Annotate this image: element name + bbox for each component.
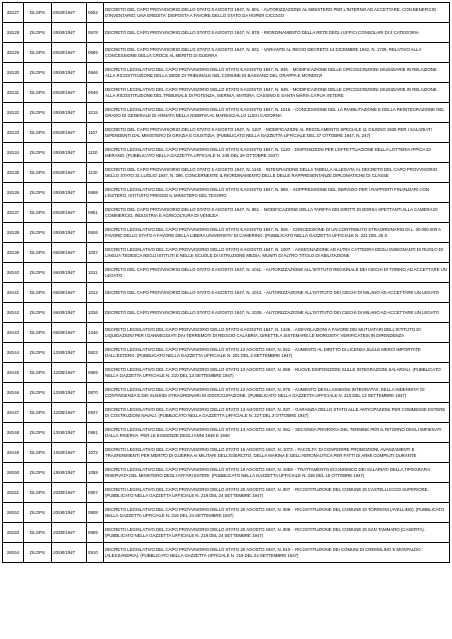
record-number: 0689 xyxy=(87,43,104,63)
record-id: 28143 xyxy=(3,323,24,343)
record-id: 28149 xyxy=(3,443,24,463)
record-date: 05/08/1947 xyxy=(52,223,87,243)
record-date: 13/08/1947 xyxy=(52,423,87,443)
record-id: 28151 xyxy=(3,483,24,503)
table-row xyxy=(3,403,450,423)
record-number: 0652 xyxy=(87,3,104,23)
table-row xyxy=(3,523,450,543)
record-type: DLOPS xyxy=(24,543,52,563)
record-id: 28145 xyxy=(3,363,24,383)
record-description: DECRETO LEGISLATIVO DEL CAPO PROVVISORIO DELLO STATO 5 AGOSTO 1947, N. 1015. - CONCESSIONE DEL LA RIABILITAZIONE E DELLA REINTEGRAZIONE NEL GRADO DI GENERALE DI ARMATA NELLA RISERVA AL MARESCIALLO LUIGI CADORNA xyxy=(104,103,450,123)
record-type: DLOPS xyxy=(24,103,52,123)
record-id: 28134 xyxy=(3,143,24,163)
record-type: DLOPS xyxy=(24,503,52,523)
record-description: DECRETO LEGISLATIVO DEL CAPO PROVVISORIO DELLO STATO 5 AGOSTO 1947, N. 926. - CONCESSIONE DI UN CONTRIBUTO STRAORDINARIO DI L. 20.000.000 A FAVORE DELLO STATO A FAVORE DELLA LIBERA UNIVERSITA' DI CAMERINO. (PUBBLICATO NELLA GAZZETTA UFFICIALE N. 221 DEL 26 S xyxy=(104,223,450,243)
table-row xyxy=(3,423,450,443)
record-date: 12/08/1947 xyxy=(52,403,87,423)
record-type: DLOPS xyxy=(24,423,52,443)
record-type: DLOPS xyxy=(24,223,52,243)
register-table xyxy=(2,2,450,563)
record-id: 28153 xyxy=(3,523,24,543)
record-number: 1026 xyxy=(87,303,104,323)
table-row xyxy=(3,303,450,323)
record-type: DLOPS xyxy=(24,303,52,323)
record-description: DECRETO DEL CAPO PROVVISORIO DELLO STATO 5 AGOSTO 1947, N. 1140. - INTEGRAZIONE DELLA TABELLA ALLEGATA AL DECRETO DEL CAPO PROVVISORIO DELLO STATO 31 LUGLIO 1947, N. 286, CONCERNENTE IL RIORDINAMENTO DELLE DELLE RAPPRESENTANZE DIPLOMATICHE DI CLASSE xyxy=(104,163,450,183)
record-type: DLOPS xyxy=(24,143,52,163)
record-type: DLOPS xyxy=(24,83,52,103)
record-number: 0946 xyxy=(87,63,104,83)
record-number: 1072 xyxy=(87,443,104,463)
record-number: 1120 xyxy=(87,143,104,163)
record-type: DLOPS xyxy=(24,483,52,503)
table-row xyxy=(3,343,450,363)
record-id: 28132 xyxy=(3,103,24,123)
table-row xyxy=(3,83,450,103)
table-row xyxy=(3,443,450,463)
record-type: DLOPS xyxy=(24,23,52,43)
record-date: 12/08/1947 xyxy=(52,363,87,383)
record-description: DECRETO LEGISLATIVO DEL CAPO PROVVISORIO DELLO STATO 12 AGOSTO 1947, N. 869. - NUOVE DISPOSIZIONI SULLE INTEGRAZIONI SALARIALI. (PUBBLICATO NELLA GAZZETTA UFFICIALE N. 210 DEL 13 SETTEMBRE 1947) xyxy=(104,363,450,383)
record-date: 06/08/1947 xyxy=(52,323,87,343)
record-id: 28140 xyxy=(3,263,24,283)
record-description: DECRETO LEGISLATIVO DEL CAPO PROVVISORIO DELLO STATO 12 AGOSTO 1947, N. 870. - AUMENTO DEGLI ASSEGNI INTEGRATIVI, DELLA INDENNITA' DI CONTINGENZA E DEI SUSSIDI STRAORDINARI DI DISOCCUPAZIONE. (PUBBLICATO NELLA GAZZETTA UFFICIALE N. 210 DEL 13 SETTEMBRE 1947) xyxy=(104,383,450,403)
record-number: 0869 xyxy=(87,363,104,383)
record-date: 20/08/1947 xyxy=(52,503,87,523)
record-number: 0937 xyxy=(87,403,104,423)
record-id: 28139 xyxy=(3,243,24,263)
table-row xyxy=(3,103,450,123)
record-type: DLOPS xyxy=(24,443,52,463)
record-description: DECRETO LEGISLATIVO DEL CAPO PROVVISORIO DELLO STATO 20 AGOSTO 1947, N. 907. - RICOSTITUZIONE DEL COMUNE DI CASTELLUCCIO SUPERIORE. (PUBBLICATO NELLA GAZZETTA UFFICIALE N. 219 DEL 24 SETTEMBRE 1947) xyxy=(104,483,450,503)
record-description: DECRETO LEGISLATIVO DEL CAPO PROVVISORIO DELLO STATO 5 AGOSTO 1947, N. 1120. - DISPOSIZIONI PER L'EFFETTUAZIONE DELLA LOTTERIA IPPICA DI MERANO. (PUBBLICATO NELLA GAZZETTA UFFICIALE N. 249 DEL 29 OTTOBRE 1947) xyxy=(104,143,450,163)
record-number: 1011 xyxy=(87,263,104,283)
record-date: 06/08/1947 xyxy=(52,283,87,303)
record-type: DLOPS xyxy=(24,203,52,223)
record-date: 05/08/1947 xyxy=(52,43,87,63)
record-description: DECRETO LEGISLATIVO DEL CAPO PROVVISORIO DELLO STATO 20 AGOSTO 1947, N. 908. - RICOSTITUZIONE DEL COMUNE DI TORRIONI (AVELLINO). (PUBBLICATO NELLA GAZZETTA UFFICIALE N. 219 DEL 24 SETTEMBRE 1947) xyxy=(104,503,450,523)
table-row xyxy=(3,43,450,63)
record-description: DECRETO DEL CAPO PROVVISORIO DELLO STATO 5 AGOSTO 1947, N. 1107. - MODIFICAZIONI AL REGOLAMENTO SPECIALE 11 GIUGNO 1939 PER I SALARIATI DIPENDENTI DAL MINISTERO DI GRAZIA E GIUSTIZIA. (PUBBLICATO NELLA GAZZETTA UFFICIALE DEL 27 OTTOBRE 1947, N. 247) xyxy=(104,123,450,143)
record-type: DLOPS xyxy=(24,283,52,303)
record-date: 06/08/1947 xyxy=(52,303,87,323)
record-date: 06/08/1947 xyxy=(52,243,87,263)
table-row xyxy=(3,323,450,343)
record-number: 1140 xyxy=(87,163,104,183)
record-number: 0948 xyxy=(87,83,104,103)
record-number: 0907 xyxy=(87,483,104,503)
record-date: 20/08/1947 xyxy=(52,543,87,563)
record-id: 28141 xyxy=(3,283,24,303)
record-description: DECRETO LEGISLATIVO DEL CAPO PROVVISORIO DELLO STATO 20 AGOSTO 1947, N. 910. - RICOSTITUZIONE DEI COMUNI DI CREMOLINO E MONTALDO (ALESSANDRIA). (PUBBLICATO NELLA GAZZETTA UFFICIALE N. 219 DEL 24 SETTEMBRE 1947) xyxy=(104,543,450,563)
record-description: DECRETO LEGISLATIVO DEL CAPO PROVVISORIO DELLO STATO 5 AGOSTO 1947, N. 948. - MODIFICAZIONE DELLE CIRCOSCRIZIONI GIUDIZIARIE IN RELAZIONE ALLA RICOSTITUZIONE DEL TRIBUNALE DI POTENZA, ISERNIA, MATERA, CASSINO E SANTA MARIA CAPUA VETERE xyxy=(104,83,450,103)
record-description: DECRETO DEL CAPO PROVVISORIO DELLO STATO 5 AGOSTO 1947, N. 931. - VARIANTE AL REGIO DECRETO 14 DICEMBRE 1942, N. 1729, RELATIVO ALLA CONCESSIONE DELLA CROCE AL MERITO DI GUERRA xyxy=(104,43,450,63)
record-number: 1012 xyxy=(87,283,104,303)
record-id: 28129 xyxy=(3,43,24,63)
record-description: DECRETO LEGISLATIVO DEL CAPO PROVVISORIO DELLO STATO 12 AGOSTO 1947, N. 822. - AUMENTO AL DIRITTO DI LICENZA SULLE MERCI IMPORTATE DALL'ESTERO. (PUBBLICATO NELLA GAZZETTA UFFICIALE N. 201 DEL 3 SETTEMBRE 1947) xyxy=(104,343,450,363)
record-type: DLOPS xyxy=(24,263,52,283)
record-type: DLOPS xyxy=(24,163,52,183)
record-description: DECRETO DEL CAPO PROVVISORIO DELLO STATO 5 AGOSTO 1947, N. 801. - AUTORIZZAZIONE AL MINISTERO PER L'INTERNO AD ACCETTARE, CON BENEFICIO D'INVENTARIO, UNA EREDITA' DISPOSTA A FAVORE DELLO STATO DA HOPER CICCIGO xyxy=(104,3,450,23)
record-type: DLOPS xyxy=(24,343,52,363)
register-body xyxy=(3,3,450,563)
record-id: 28138 xyxy=(3,223,24,243)
record-id: 28135 xyxy=(3,163,24,183)
record-date: 05/08/1947 xyxy=(52,203,87,223)
record-description: DECRETO LEGISLATIVO DEL CAPO PROVVISORIO DELLO STATO 20 AGOSTO 1947, N. 909. - RICOSTITUZIONE DEL COMUNE DI SAN TAMMARO (CASERTA). (PUBBLICATO NELLA GAZZETTA UFFICIALE N. 219 DEL 24 SETTEMBRE 1947) xyxy=(104,523,450,543)
record-number: 1346 xyxy=(87,323,104,343)
record-id: 28142 xyxy=(3,303,24,323)
record-description: DECRETO DEL CAPO PROVVISORIO DELLO STATO 5 AGOSTO 1947, N. 878. - RIORDINAMENTO DELLA RETE DEGLI UFFICI CONSOLARI DI 2 CATEGORIA xyxy=(104,23,450,43)
record-number: 0926 xyxy=(87,223,104,243)
record-number: 1059 xyxy=(87,463,104,483)
record-description: DECRETO LEGISLATIVO DEL CAPO PROVVISORIO DELLO STATO 12 AGOSTO 1947, N. 937. - GARANZIA DELLO STATO ALLE ANTICIPAZIONI PER COMMESSE ESTERE DI COSTRUZIONI NAVALI. (PUBBLICATO NELLA GAZZETTA UFFICIALE N. 227 DEL 3 OTTOBRE 1947) xyxy=(104,403,450,423)
record-id: 28133 xyxy=(3,123,24,143)
table-row xyxy=(3,63,450,83)
record-description: DECRETO LEGISLATIVO DEL CAPO PROVVISORIO DELLO STATO 13 AGOSTO 1947, N. 991. - SECONDA PROROGA DEL TERMINE PER IL RITORNO DEGLI IMPIEGATI DALLA RISERVA. PER LE ESIGENZE DEGLI ANNI 1948 E 1949 xyxy=(104,423,450,443)
record-type: DLOPS xyxy=(24,63,52,83)
record-type: DLOPS xyxy=(24,183,52,203)
table-row xyxy=(3,543,450,563)
record-id: 28137 xyxy=(3,203,24,223)
record-number: 0910 xyxy=(87,543,104,563)
record-id: 28128 xyxy=(3,23,24,43)
record-number: 0870 xyxy=(87,383,104,403)
table-row xyxy=(3,203,450,223)
record-id: 28150 xyxy=(3,463,24,483)
record-number: 0851 xyxy=(87,203,104,223)
table-row xyxy=(3,23,450,43)
record-id: 28154 xyxy=(3,543,24,563)
record-id: 28147 xyxy=(3,403,24,423)
record-number: 0991 xyxy=(87,423,104,443)
record-type: DLOPS xyxy=(24,3,52,23)
record-number: 1015 xyxy=(87,103,104,123)
record-description: DECRETO LEGISLATIVO DEL CAPO PROVVISORIO DELLO STATO 5 AGOSTO 1947, N. 946. - MODIFICAZIONE DELLE CIRCOSCRIZIONI GIUDIZIARIE IN RELAZIONE ALLA RICOSTITUZIONE DELLA SEDE DI TRIBUNALE NEL COMUNE DI BASSANO DEL GRAPPA E MONDOVI xyxy=(104,63,450,83)
record-number: 1107 xyxy=(87,123,104,143)
record-date: 05/08/1947 xyxy=(52,63,87,83)
table-row xyxy=(3,383,450,403)
table-row xyxy=(3,363,450,383)
record-type: DLOPS xyxy=(24,383,52,403)
table-row xyxy=(3,463,450,483)
record-description: DECRETO LEGISLATIVO DEL CAPO PROVVISORIO DELLO STATO 6 AGOSTO 1947, N. 1007. - ASSEGNAZIONE AD ALTRA CATTEDRA DEGLI INSEGNANTI DI RUOLO DI LINGUA TEDESCA NEGLI ISTITUTI E NELLE SCUOLE DI ISTRUZIONE MEDIA, MUNITI DI ALTRO TITOLO DI ABILITAZIONE xyxy=(104,243,450,263)
record-type: DLOPS xyxy=(24,243,52,263)
table-row xyxy=(3,243,450,263)
record-number: 0822 xyxy=(87,343,104,363)
record-date: 12/08/1947 xyxy=(52,383,87,403)
record-number: 1007 xyxy=(87,243,104,263)
table-row xyxy=(3,263,450,283)
record-number: 0678 xyxy=(87,23,104,43)
table-row xyxy=(3,183,450,203)
table-row xyxy=(3,483,450,503)
record-date: 20/08/1947 xyxy=(52,483,87,503)
record-number: 0869 xyxy=(87,183,104,203)
record-number: 0908 xyxy=(87,503,104,523)
record-date: 05/08/1947 xyxy=(52,163,87,183)
record-date: 05/08/1947 xyxy=(52,123,87,143)
record-description: DECRETO LEGISLATIVO DEL CAPO PROVVISORIO DELLO STATO 15 AGOSTO 1947, N. 1072. - FACOLTA' DI CONFERIRE PROMOZIONI, AVANZAMENTI E TRASFERIMENTI PER MERITO DI GUERRA AI MILITARI DELL'ESERCITO, DELLA MARINA E DELL'AERONAUTICA PER FATTI DI ARMI COMPIUTI DURANTE xyxy=(104,443,450,463)
record-type: DLOPS xyxy=(24,523,52,543)
record-date: 05/08/1947 xyxy=(52,183,87,203)
record-id: 28130 xyxy=(3,63,24,83)
record-description: DECRETO DEL CAPO PROVVISORIO DELLO STATO 6 AGOSTO 1947, N. 1026. - AUTORIZZAZIONE ALL'ISTITUTO DEI CIECHI DI MILANO AD ACCETTARE UN LEGATO xyxy=(104,303,450,323)
record-description: DECRETO LEGISLATIVO DEL CAPO PROVVISORIO DELLO STATO 19 AGOSTO 1947, N. 1059. - TRATTAMENTO ECONOMICO DEI SALARIATI DELLA TIPOGRAFIA RISERVATA DEL MINISTERO DEGLI AFFARI ESTERI. (PUBBLICATO NELLA GAZZETTA UFFICIALE N. 238 DEL 16 OTTOBRE 1947) xyxy=(104,463,450,483)
table-row xyxy=(3,223,450,243)
record-id: 28148 xyxy=(3,423,24,443)
record-id: 28127 xyxy=(3,3,24,23)
record-type: DLOPS xyxy=(24,403,52,423)
record-id: 28152 xyxy=(3,503,24,523)
record-date: 06/08/1947 xyxy=(52,263,87,283)
record-type: DLOPS xyxy=(24,43,52,63)
record-type: DLOPS xyxy=(24,363,52,383)
record-date: 05/08/1947 xyxy=(52,143,87,163)
record-description: DECRETO DEL CAPO PROVVISORIO DELLO STATO 6 AGOSTO 1947, N. 1012. - AUTORIZZAZIONE ALL'ISTITUTO DEI CIECHI DI MILANO AD ACCETTARE UN LEGATO xyxy=(104,283,450,303)
record-date: 19/08/1947 xyxy=(52,463,87,483)
record-id: 28144 xyxy=(3,343,24,363)
record-date: 05/08/1947 xyxy=(52,83,87,103)
record-type: DLOPS xyxy=(24,123,52,143)
record-date: 05/08/1947 xyxy=(52,103,87,123)
record-description: DECRETO LEGISLATIVO DEL CAPO PROVVISORIO DELLO STATO 5 AGOSTO 1947, N. 869. - SOPPRESSIONE DEL SERVIZIO PER I RAPPORTI FINANZIARI CON L'ESTERO, ISTITUITO PRESSO IL MINISTERO DEL TESORO xyxy=(104,183,450,203)
record-type: DLOPS xyxy=(24,323,52,343)
table-row xyxy=(3,503,450,523)
table-row xyxy=(3,123,450,143)
record-number: 0909 xyxy=(87,523,104,543)
record-date: 20/08/1947 xyxy=(52,523,87,543)
record-date: 05/08/1947 xyxy=(52,23,87,43)
record-description: DECRETO LEGISLATIVO DEL CAPO PROVVISORIO DELLO STATO 6 AGOSTO 1947, N. 1346. - AGEVOLAZIONI A FAVORE DEI MUTUATARI DELL'ISTITUTO DI LIQUIDAZIONI PER I DANNEGGIATI DAI TERREMOTI DI REGGIO CALABRIA, DIRETTE A SISTEMARE LE MOROSITA' VERIFICATESI IN DIPENDENZA xyxy=(104,323,450,343)
table-row xyxy=(3,283,450,303)
record-date: 12/08/1947 xyxy=(52,343,87,363)
table-row xyxy=(3,143,450,163)
record-id: 28146 xyxy=(3,383,24,403)
record-description: DECRETO DEL CAPO PROVVISORIO DELLO STATO 6 AGOSTO 1947, N. 1011. - AUTORIZZAZIONE ALL'ISTITUTO REGIONALE DEI CIECHI DI TORINO AD ACCETTARE UN LEGATO xyxy=(104,263,450,283)
record-date: 05/08/1947 xyxy=(52,3,87,23)
table-row xyxy=(3,3,450,23)
record-id: 28136 xyxy=(3,183,24,203)
table-row xyxy=(3,163,450,183)
record-id: 28131 xyxy=(3,83,24,103)
record-date: 15/08/1947 xyxy=(52,443,87,463)
record-type: DLOPS xyxy=(24,463,52,483)
record-description: DECRETO DEL CAPO PROVVISORIO DELLO STATO 5 AGOSTO 1947, N. 851. - MODIFICAZIONE DELLA TARIFFA DEI DIRITTI DI BORSA SPETTANTI ALLA CAMERA DI COMMERCIO, INDUSTRIA E AGRICOLTURA DI VENEZIA xyxy=(104,203,450,223)
